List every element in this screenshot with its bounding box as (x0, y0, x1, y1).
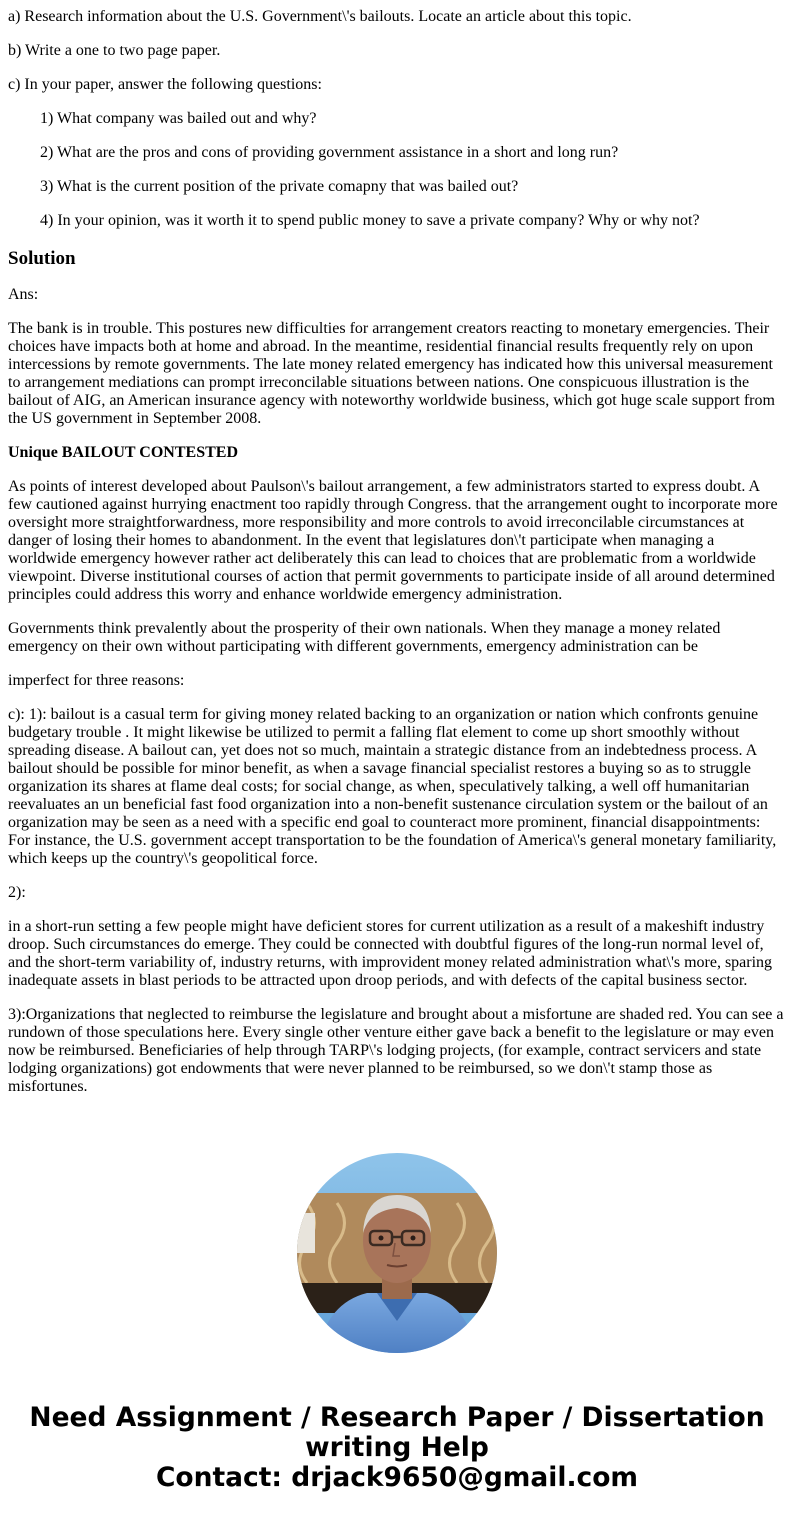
solution-paragraph: 3):Organizations that neglected to reimburse the legislature and brought about a misfortune are shaded red. You can see a rundown of those speculations here. Every single other venture either gave back a benefit to the legislature or may even now be reimbursed. Beneficiaries of help through TARP\'s lodging projects, (for example, contract servicers and state lodging organizations) got endowments that were never planned to be reimbursed, so we don\'t stamp those as misfortunes. (8, 1006, 784, 1095)
footer-line-2: writing Help (305, 1432, 489, 1463)
solution-paragraph: in a short-run setting a few people might have deficient stores for current utilization as a result of a makeshift industry droop. Such circumstances do emerge. They could be connected with doubtful figures of the long-run normal level of, and the short-term variability of, industry returns, with improvident money related administration what\'s more, sparing inadequate assets in blast periods to be attracted upon droop periods, and with defects of the capital business sector. (8, 918, 773, 989)
solution-paragraph: 2): (8, 884, 26, 901)
document-body (8, 0, 786, 1112)
solution-paragraph: c): 1): bailout is a casual term for giving money related backing to an organization or nation which confronts genuine budgetary trouble . It might likewise be utilized to permit a falling flat element to come up short smoothly without spreading disease. A bailout can, yet does not so much, maintain a strategic distance from an indebtedness process. A bailout should be possible for minor benefit, as when a savage financial specialist restores a buying so as to struggle organization its shares at flame deal costs; for social change, as when, speculatively talking, a well off humanitarian reevaluates an un beneficial fast food organization into a non-benefit sustenance circulation system or the bailout of an organization may be seen as a need with a specific end goal to counteract more prominent, financial disappointments: For instance, the U.S. government accept transportation to be the foundation of America\'s general monetary familiarity, which keeps up the country\'s geopolitical force. (8, 706, 777, 867)
question-item-4: 4) In your opinion, was it worth it to spend public money to save a private company? Why or why not? (40, 212, 700, 229)
solution-heading: Solution (8, 248, 76, 269)
solution-paragraph: Governments think prevalently about the prosperity of their own nationals. When they manage a money related emergency on their own without participating with different governments, emergency administration can be (8, 620, 721, 655)
question-b: b) Write a one to two page paper. (8, 42, 221, 59)
tutor-portrait-image (297, 1153, 497, 1353)
question-item-1: 1) What company was bailed out and why? (40, 110, 317, 127)
solution-paragraph: As points of interest developed about Paulson\'s bailout arrangement, a few administrators started to express doubt. A few cautioned against hurrying enactment too rapidly through Congress. that the arrangement ought to incorporate more oversight more straightforwardness, more responsibility and more controls to avoid irreconcilable circumstances at danger of losing their homes to abandonment. In the event that legislatures don\'t participate when managing a worldwide emergency however rather act deliberately this can lead to choices that are problematic from a worldwide viewpoint. Diverse institutional courses of action that permit governments to participate inside of all around determined principles could address this worry and enhance worldwide emergency administration. (8, 478, 778, 603)
footer-line-1: Need Assignment / Research Paper / Dissertation (29, 1402, 765, 1433)
footer-contact: Contact: drjack9650@gmail.com (155, 1462, 639, 1493)
question-item-2: 2) What are the pros and cons of providing government assistance in a short and long run? (40, 144, 619, 161)
footer-banner (0, 1403, 794, 1493)
solution-subheading: Unique BAILOUT CONTESTED (8, 444, 238, 461)
answer-label: Ans: (8, 286, 39, 303)
solution-paragraph: The bank is in trouble. This postures new difficulties for arrangement creators reacting to monetary emergencies. Their choices have impacts both at home and abroad. In the meantime, residential financial results frequently rely on upon intercessions by remote governments. The late money related emergency has indicated how this universal measurement to arrangement mediations can prompt irreconcilable situations between nations. One conspicuous illustration is the bailout of AIG, an American insurance agency with noteworthy worldwide business, which got huge scale support from the US government in September 2008. (8, 320, 775, 427)
tutor-avatar (297, 1153, 497, 1353)
question-item-3: 3) What is the current position of the private comapny that was bailed out? (40, 178, 519, 195)
question-c: c) In your paper, answer the following questions: (8, 76, 322, 93)
question-a: a) Research information about the U.S. Government\'s bailouts. Locate an article about this topic. (8, 8, 632, 25)
solution-paragraph: imperfect for three reasons: (8, 672, 185, 689)
